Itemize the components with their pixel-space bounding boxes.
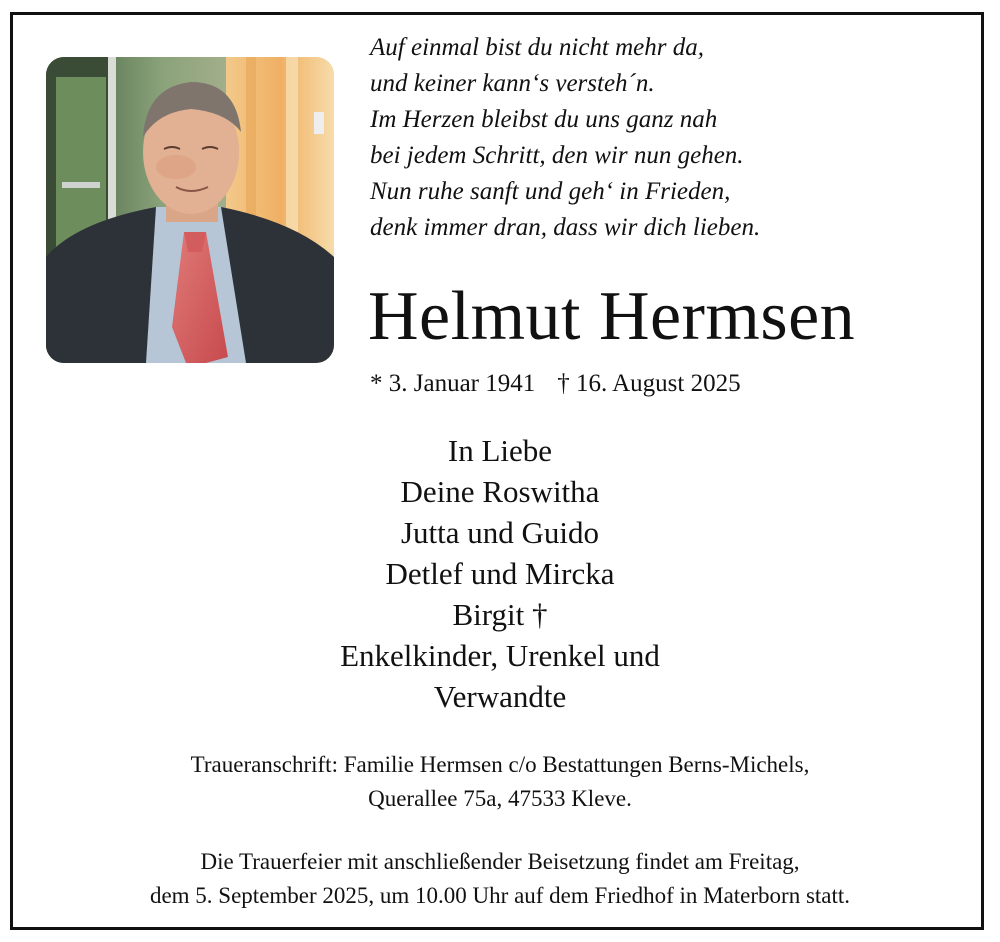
mourners-line: Detlef und Mircka bbox=[385, 556, 615, 591]
birth-date: * 3. Januar 1941 bbox=[370, 370, 536, 397]
ceremony-line: dem 5. September 2025, um 10.00 Uhr auf dem Friedhof in Materborn statt. bbox=[149, 883, 851, 908]
poem-line: und keiner kann‘s versteh´n. bbox=[370, 70, 655, 97]
mourners-line: In Liebe bbox=[447, 433, 553, 468]
deceased-name: Helmut Hermsen bbox=[368, 278, 856, 355]
life-dates bbox=[370, 368, 741, 400]
death-date: † 16. August 2025 bbox=[557, 370, 741, 397]
mourners-line: Birgit † bbox=[452, 597, 548, 632]
poem-line: Auf einmal bist du nicht mehr da, bbox=[370, 34, 704, 61]
mourners-line: Enkelkinder, Urenkel und bbox=[340, 638, 660, 673]
mourners-line: Jutta und Guido bbox=[400, 515, 600, 550]
address-line: Querallee 75a, 47533 Kleve. bbox=[368, 786, 632, 811]
ceremony-line: Die Trauerfeier mit anschließender Beisetzung findet am Freitag, bbox=[200, 849, 800, 874]
poem-line: Nun ruhe sanft und geh‘ in Frieden, bbox=[370, 178, 731, 205]
mourners-line: Deine Roswitha bbox=[400, 474, 600, 509]
portrait-illustration bbox=[46, 57, 334, 363]
mourners-list bbox=[150, 430, 850, 717]
poem-line: Im Herzen bleibst du uns ganz nah bbox=[370, 106, 718, 133]
portrait-photo bbox=[46, 57, 334, 363]
mourning-address bbox=[50, 748, 950, 816]
address-line: Traueranschrift: Familie Hermsen c/o Bestattungen Berns-Michels, bbox=[190, 752, 810, 777]
mourners-line: Verwandte bbox=[433, 679, 567, 714]
memorial-poem bbox=[370, 30, 970, 246]
funeral-ceremony-info bbox=[30, 845, 970, 913]
poem-line: denk immer dran, dass wir dich lieben. bbox=[370, 214, 761, 241]
poem-line: bei jedem Schritt, den wir nun gehen. bbox=[370, 142, 744, 169]
